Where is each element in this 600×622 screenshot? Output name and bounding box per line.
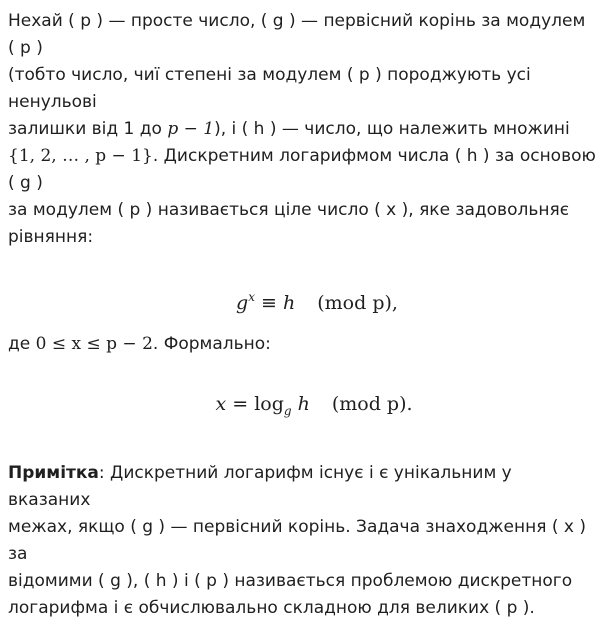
intro-line-2: (тобто число, чиї степені за модулем ( p ) породжують усі ненульові bbox=[8, 65, 531, 112]
congruence-equation bbox=[8, 283, 596, 314]
note-line-2: межах, якщо ( g ) — первісний корінь. Задача знаходження ( x ) за bbox=[8, 517, 586, 564]
formal-post: . Формально: bbox=[152, 334, 271, 354]
math-set: {1, 2, … , p − 1} bbox=[8, 146, 153, 166]
eq1-mod: (mod p), bbox=[317, 292, 398, 314]
intro-paragraph bbox=[8, 8, 596, 251]
log-equation bbox=[8, 390, 596, 418]
eq2-arg: h bbox=[291, 393, 310, 415]
intro-line-5: за модулем ( p ) називається ціле число ( x ), яке задовольняє bbox=[8, 200, 570, 220]
math-p-minus-1: p − 1 bbox=[167, 119, 215, 139]
eq1-exponent: x bbox=[248, 290, 255, 304]
intro-line-6: рівняння: bbox=[8, 227, 94, 247]
eq2-log: log bbox=[254, 393, 284, 415]
eq1-rest: ≡ h bbox=[255, 292, 296, 314]
intro-line-3-end: ), і ( h ) — число, що належить множині bbox=[214, 119, 570, 139]
eq2-mod: (mod p). bbox=[331, 393, 413, 415]
note-paragraph bbox=[8, 460, 596, 622]
eq2-lhs: x = bbox=[215, 393, 255, 415]
formal-line bbox=[8, 331, 596, 358]
intro-line-1: Нехай ( p ) — просте число, ( g ) — первісний корінь за модулем ( p ) bbox=[8, 11, 586, 58]
note-line-1: : Дискретний логарифм існує і є унікальним у вказаних bbox=[8, 463, 512, 510]
note-line-4: логарифма і є обчислювально складною для великих ( p ). bbox=[8, 598, 535, 618]
intro-line-4-end: . Дискретним логарифмом числа ( h ) за основою ( g ) bbox=[8, 146, 596, 193]
note-line-3: відомими ( g ), ( h ) і ( p ) називається проблемою дискретного bbox=[8, 571, 573, 591]
eq1-base: g bbox=[236, 292, 249, 314]
note-label: Примітка bbox=[8, 463, 99, 483]
formal-inequality: 0 ≤ x ≤ p − 2 bbox=[35, 334, 153, 354]
eq2-subscript: g bbox=[283, 404, 292, 418]
formal-pre: де bbox=[8, 334, 36, 354]
intro-line-3: залишки від 1 до bbox=[8, 119, 168, 139]
